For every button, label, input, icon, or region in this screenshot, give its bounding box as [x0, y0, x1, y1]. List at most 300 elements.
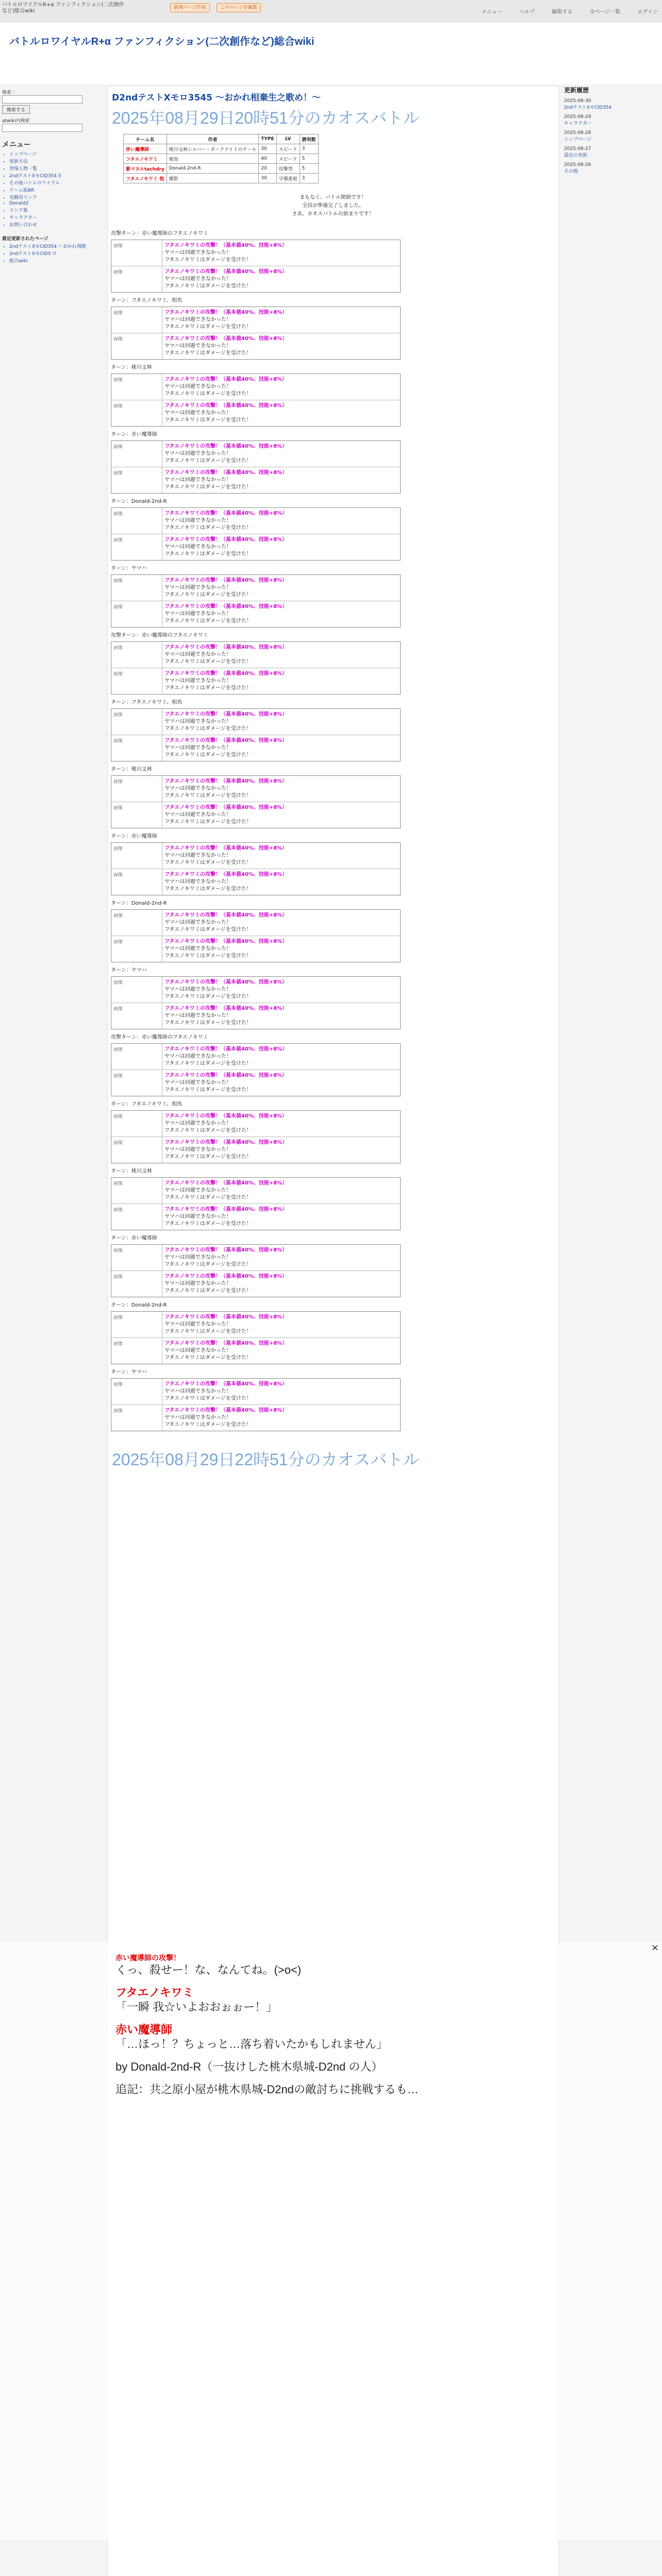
- battle-line: ヤマハは回避できなかった！: [164, 317, 231, 323]
- battle-line: フタエノキワミの攻撃！（基本値40%、技能+8%）: [164, 979, 288, 985]
- battle-event: ターン：フタエノキワミ、相馬: [111, 298, 183, 303]
- battle-line: ヤマハは回避できなかった！: [164, 786, 231, 791]
- history-date: 2025-08-30: [564, 98, 591, 104]
- battle-line: フタエノキワミの攻撃！（基本値40%、技能+8%）: [164, 1006, 288, 1011]
- battle-line: ヤマハは回避できなかった！: [164, 1147, 231, 1153]
- battle-line: フタエノキワミの攻撃！（基本値40%、技能+8%）: [164, 604, 288, 609]
- battle-line: フタエノキワミの攻撃！（基本値40%、技能+8%）: [164, 1381, 288, 1387]
- section-heading: 2025年08月29日22時51分のカオスバトル: [112, 1450, 420, 1469]
- announce-line: 全員が準備完了しました。: [302, 203, 364, 209]
- history-date: 2025-08-27: [564, 146, 591, 151]
- history-item[interactable]: 2ndテストXモCID354: [564, 105, 611, 110]
- battle-event: ターン：ヤマハ: [111, 968, 147, 973]
- battle-row: [111, 1178, 400, 1204]
- battle-text: [162, 534, 289, 560]
- character-image: 画像: [111, 869, 162, 895]
- battle-event: ターン：Donald-2nd-R: [111, 901, 167, 906]
- battle-line: フタエノキワミはダメージを受けた！: [164, 1221, 252, 1227]
- battle-text: [162, 374, 289, 400]
- table-cell: 曜影: [167, 174, 258, 183]
- table-cell: 攻撃型: [276, 164, 300, 174]
- popup-line: by Donald-2nd-R（一抜けした桃木県城-D2nd の人）: [115, 2060, 383, 2073]
- character-image: 画像: [111, 240, 162, 266]
- character-image: 画像: [111, 936, 162, 962]
- battle-text: [162, 802, 289, 828]
- battle-row: [111, 575, 400, 601]
- battle-line: フタエノキワミはダメージを受けた！: [164, 886, 252, 892]
- character-image: 画像: [111, 374, 162, 400]
- battle-line: フタエノキワミはダメージを受けた！: [164, 994, 252, 999]
- site-title[interactable]: バトルロワイヤルR+α ファンフィクション(二次創作など)総合wiki: [9, 36, 315, 47]
- edit-link[interactable]: 編集する: [552, 9, 573, 15]
- recent-title: 最近更新されたページ: [2, 236, 48, 242]
- character-image: 画像: [111, 668, 162, 694]
- table-cell: 30: [259, 174, 276, 183]
- character-image: 画像: [111, 1338, 162, 1364]
- battle-event: 攻撃ターン：赤い魔導師のフタエノキワミ: [111, 1035, 208, 1040]
- battle-line: フタエノキワミはダメージを受けた！: [164, 350, 252, 356]
- menu-item[interactable]: • 実験用リンク: [9, 194, 103, 200]
- table-cell: 30: [259, 144, 276, 154]
- history-date: 2025-08-29: [564, 114, 591, 120]
- battle-line: フタエノキワミはダメージを受けた！: [164, 860, 252, 866]
- battle-line: フタエノキワミの攻撃！（基本値40%、技能+8%）: [164, 711, 288, 717]
- battle-line: フタエノキワミの攻撃！（基本値40%、技能+8%）: [164, 1180, 288, 1186]
- table-cell: 20: [259, 164, 276, 174]
- table-header: 勝利数: [300, 134, 318, 144]
- table-cell: 桃川文林シルバー・ダークナイトのテール: [167, 144, 258, 154]
- battle-line: フタエノキワミの攻撃！（基本値40%、技能+8%）: [164, 845, 288, 851]
- battle-line: ヤマハは回避できなかった！: [164, 276, 231, 282]
- battle-box: [111, 1110, 401, 1163]
- character-image: 画像: [111, 642, 162, 668]
- character-image: 画像: [111, 1137, 162, 1163]
- battle-line: フタエノキワミの攻撃！（基本値40%、技能+8%）: [164, 738, 288, 743]
- battle-line: フタエノキワミの攻撃！（基本値40%、技能+8%）: [164, 537, 288, 543]
- battle-line: フタエノキワミの攻撃！（基本値40%、技能+8%）: [164, 403, 288, 409]
- battle-box: [111, 1043, 401, 1096]
- battle-line: ヤマハは回避できなかった！: [164, 544, 231, 550]
- character-image: 画像: [111, 735, 162, 761]
- battle-event: ターン：ヤマハ: [111, 566, 147, 571]
- menu-item[interactable]: • 2ndテストXモCID354 5: [9, 172, 103, 179]
- battle-row: [111, 534, 400, 560]
- character-image: 画像: [111, 709, 162, 735]
- character-image: 画像: [111, 1044, 162, 1070]
- history-item[interactable]: キャラクター: [564, 121, 592, 126]
- battle-line: フタエノキワミはダメージを受けた！: [164, 283, 252, 289]
- site-logo[interactable]: バトルロワイアルR+α ファンフィクション(二次創作など)総合wiki: [2, 2, 124, 14]
- battle-line: フタエノキワミの攻撃！（基本値40%、技能+8%）: [164, 511, 288, 516]
- battle-line: ヤマハは回避できなかった！: [164, 1348, 231, 1353]
- battle-line: ヤマハは回避できなかった！: [164, 1388, 231, 1394]
- topbar: [0, 0, 662, 23]
- battle-line: フタエノキワミの攻撃！（基本値40%、技能+8%）: [164, 872, 288, 877]
- character-image: 画像: [111, 307, 162, 333]
- table-cell[interactable]: 紫マヌルtachdry: [124, 164, 167, 174]
- table-row: [124, 144, 319, 154]
- battle-text: [162, 1379, 289, 1404]
- battle-row: [111, 1204, 400, 1230]
- character-image: 画像: [111, 441, 162, 467]
- table-cell: 相馬: [167, 154, 258, 164]
- battle-text: [162, 668, 289, 694]
- battle-row: [111, 1245, 400, 1271]
- left-sidebar: [2, 86, 103, 264]
- battle-line: フタエノキワミはダメージを受けた！: [164, 659, 252, 665]
- battle-line: ヤマハは回避できなかった！: [164, 678, 231, 684]
- popup-content: [115, 1953, 435, 2097]
- battle-box: [111, 1311, 401, 1364]
- character-image: 画像: [111, 802, 162, 828]
- section-heading: 2025年08月29日20時51分のカオスバトル: [112, 109, 420, 127]
- table-row: [124, 164, 319, 174]
- search-label: 検索 :: [2, 90, 14, 95]
- table-cell: 40: [259, 154, 276, 164]
- edit-page-button[interactable]: このページを編集: [217, 3, 261, 12]
- character-image: 画像: [111, 1204, 162, 1230]
- recent-item[interactable]: • 2ndテストXモCID5 ロ: [9, 250, 103, 257]
- battle-text: [162, 266, 289, 292]
- character-image: 画像: [111, 534, 162, 560]
- battle-box: [111, 909, 401, 962]
- battle-text: [162, 1111, 289, 1137]
- battle-box: [111, 708, 401, 761]
- battle-line: ヤマハは回避できなかった！: [164, 384, 231, 389]
- battle-line: ヤマハは回避できなかった！: [164, 652, 231, 657]
- battle-line: フタエノキワミの攻撃！（基本値40%、技能+8%）: [164, 778, 288, 784]
- battle-text: [162, 441, 289, 467]
- battle-line: フタエノキワミの攻撃！（基本値40%、技能+8%）: [164, 645, 288, 650]
- popup-line: 追記：共之原小屋が桃木県城-D2ndの敵討ちに挑戦するも…: [115, 2083, 419, 2096]
- battle-box: [111, 374, 401, 427]
- battle-row: [111, 843, 400, 869]
- battle-line: フタエノキワミはダメージを受けた！: [164, 1396, 252, 1401]
- menu-item[interactable]: • お問い合わせ: [9, 221, 103, 228]
- announce-line: さあ、カオスバトルの始まりです！: [292, 211, 374, 217]
- battle-box: [111, 307, 401, 360]
- battle-row: [111, 709, 400, 735]
- character-image: 画像: [111, 1070, 162, 1096]
- menu-item[interactable]: • リンク集: [9, 207, 103, 213]
- table-cell[interactable]: フタエノキワミ: [124, 154, 167, 164]
- menu-title: メニュー: [2, 141, 31, 149]
- battle-line: ヤマハは回避できなかった！: [164, 585, 231, 590]
- battle-text: [162, 1044, 289, 1070]
- battle-line: ヤマハは回避できなかった！: [164, 853, 231, 858]
- battle-row: [111, 776, 400, 802]
- battle-text: [162, 240, 289, 266]
- battle-text: [162, 776, 289, 802]
- table-cell: スピード: [276, 154, 300, 164]
- battle-line: フタエノキワミの攻撃！（基本値40%、技能+8%）: [164, 1314, 288, 1320]
- history-item[interactable]: トップページ: [564, 137, 592, 142]
- battle-line: フタエノキワミの攻撃！（基本値40%、技能+8%）: [164, 1274, 288, 1279]
- character-image: 画像: [111, 333, 162, 359]
- new-page-button[interactable]: 新規ページ作成: [170, 3, 210, 12]
- battle-event: ターン：Donald-2nd-R: [111, 1302, 167, 1308]
- battle-box: [111, 1378, 401, 1431]
- battle-row: [111, 1003, 400, 1029]
- battle-line: ヤマハは回避できなかった！: [164, 250, 231, 256]
- battle-line: ヤマハは回避できなかった！: [164, 879, 231, 885]
- battle-line: ヤマハは回避できなかった！: [164, 611, 231, 617]
- table-cell[interactable]: 赤い魔導師: [124, 144, 167, 154]
- battle-line: ヤマハは回避できなかった！: [164, 477, 231, 483]
- history-date: 2025-08-26: [564, 162, 591, 167]
- battle-line: フタエノキワミの攻撃！（基本値40%、技能+8%）: [164, 1408, 288, 1413]
- page-heading: D2ndテストXモロ3545 ～おかれ相棄生之歌め！～: [112, 93, 321, 103]
- popup-line: 赤い魔導師の攻撃！: [115, 1954, 180, 1962]
- battle-line: ヤマハは回避できなかった！: [164, 1188, 231, 1193]
- battle-text: [162, 843, 289, 869]
- battle-line: フタエノキワミの攻撃！（基本値40%、技能+8%）: [164, 1247, 288, 1253]
- battle-box: [111, 240, 401, 293]
- table-cell: 3: [300, 174, 318, 183]
- participants-table: [123, 134, 319, 183]
- battle-line: フタエノキワミはダメージを受けた！: [164, 592, 252, 598]
- battle-line: フタエノキワミの攻撃！（基本値40%、技能+8%）: [164, 1207, 288, 1212]
- menu-item[interactable]: • Donald2: [9, 201, 103, 206]
- table-cell[interactable]: フタエノキワミ 他: [124, 174, 167, 183]
- announcement: [108, 194, 558, 218]
- character-image: 画像: [111, 601, 162, 627]
- battle-line: ヤマハは回避できなかった！: [164, 1255, 231, 1260]
- search-button[interactable]: 検索する: [2, 105, 30, 114]
- battle-line: ヤマハは回避できなかった！: [164, 946, 231, 952]
- close-icon[interactable]: ×: [651, 1942, 659, 1953]
- menu-item[interactable]: • トップページ: [9, 150, 103, 157]
- battle-text: [162, 735, 289, 761]
- battle-line: ヤマハは回避できなかった！: [164, 518, 231, 523]
- battle-row: [111, 307, 400, 333]
- battle-line: フタエノキワミの攻撃！（基本値40%、技能+8%）: [164, 805, 288, 810]
- battle-line: フタエノキワミはダメージを受けた！: [164, 458, 252, 464]
- battle-row: [111, 802, 400, 828]
- battle-line: フタエノキワミはダメージを受けた！: [164, 1128, 252, 1133]
- character-image: 画像: [111, 467, 162, 493]
- battle-text: [162, 910, 289, 936]
- battle-text: [162, 1338, 289, 1364]
- character-image: 画像: [111, 575, 162, 601]
- battle-text: [162, 936, 289, 962]
- battle-text: [162, 1405, 289, 1431]
- menu-item[interactable]: • ゲーム版BR: [9, 187, 103, 193]
- help-link[interactable]: ヘルプ: [519, 9, 535, 15]
- atwiki-search-label: atwiki内検索: [2, 118, 30, 124]
- battle-box: [111, 1177, 401, 1230]
- popup-line: 赤い魔導師: [115, 2023, 173, 2036]
- battle-text: [162, 709, 289, 735]
- login-link[interactable]: ログイン: [637, 9, 658, 15]
- battle-line: ヤマハは回避できなかった！: [164, 719, 231, 724]
- battle-row: [111, 1111, 400, 1137]
- battle-event: ターン：桃川文林: [111, 1168, 152, 1174]
- battle-row: [111, 869, 400, 895]
- battle-box: [111, 574, 401, 628]
- battle-line: フタエノキワミはダメージを受けた！: [164, 685, 252, 691]
- battle-line: フタエノキワミはダメージを受けた！: [164, 1087, 252, 1093]
- table-header: LV: [276, 134, 300, 144]
- menu-item[interactable]: • キャラクター: [9, 214, 103, 221]
- character-image: 画像: [111, 977, 162, 1003]
- battle-line: フタエノキワミの攻撃！（基本値40%、技能+8%）: [164, 1140, 288, 1145]
- battle-event: 攻撃ターン：赤い魔導師のフタエノキワミ: [111, 231, 208, 236]
- battle-line: フタエノキワミの攻撃！（基本値40%、技能+8%）: [164, 1341, 288, 1346]
- battle-row: [111, 374, 400, 400]
- table-cell: スピード: [276, 144, 300, 154]
- battle-text: [162, 1178, 289, 1204]
- battle-text: [162, 307, 289, 333]
- battle-event: ターン：フタエノキワミ、相馬: [111, 700, 183, 705]
- battle-line: フタエノキワミの攻撃！（基本値40%、技能+8%）: [164, 1046, 288, 1052]
- battle-event: ターン：桃川文林: [111, 767, 152, 772]
- battle-line: フタエノキワミの攻撃！（基本値40%、技能+8%）: [164, 912, 288, 918]
- battle-row: [111, 1379, 400, 1405]
- battle-line: フタエノキワミの攻撃！（基本値40%、技能+8%）: [164, 377, 288, 382]
- battle-text: [162, 1271, 289, 1297]
- battle-text: [162, 333, 289, 359]
- battle-event: ターン：赤い魔導師: [111, 1235, 157, 1241]
- battle-line: ヤマハは回避できなかった！: [164, 1013, 231, 1019]
- character-image: 画像: [111, 400, 162, 426]
- character-image: 画像: [111, 1379, 162, 1404]
- battle-row: [111, 668, 400, 694]
- character-image: 画像: [111, 1245, 162, 1270]
- atwiki-search-input[interactable]: [2, 124, 82, 132]
- menu-list: [9, 150, 103, 228]
- battle-line: ヤマハは回避できなかった！: [164, 812, 231, 818]
- battle-line: フタエノキワミはダメージを受けた！: [164, 819, 252, 825]
- battle-row: [111, 1405, 400, 1431]
- recent-item[interactable]: • 2ndテストXモCID354 ～おかれ飛散: [9, 243, 103, 249]
- battle-line: フタエノキワミの攻撃！（基本値40%、技能+8%）: [164, 939, 288, 944]
- battle-event: ターン：ヤマハ: [111, 1369, 147, 1375]
- battle-line: ヤマハは回避できなかった！: [164, 451, 231, 456]
- battle-row: [111, 601, 400, 627]
- menu-item[interactable]: • その他バトルロワイアル: [9, 179, 103, 186]
- battle-line: フタエノキワミの攻撃！（基本値40%、技能+8%）: [164, 310, 288, 315]
- search-input[interactable]: [2, 95, 82, 104]
- history-item[interactable]: その他: [564, 169, 578, 174]
- battle-row: [111, 508, 400, 534]
- menu-item[interactable]: • 登場人物一覧: [9, 165, 103, 172]
- battle-line: フタエノキワミの攻撃！（基本値40%、技能+8%）: [164, 269, 288, 275]
- battle-text: [162, 601, 289, 627]
- battle-row: [111, 333, 400, 359]
- battle-box: [111, 1244, 401, 1297]
- battle-row: [111, 400, 400, 426]
- battle-event: ターン：赤い魔導師: [111, 834, 157, 839]
- battle-row: [111, 1044, 400, 1070]
- character-image: 画像: [111, 1312, 162, 1337]
- character-image: 画像: [111, 910, 162, 936]
- table-row: [124, 174, 319, 183]
- menu-item[interactable]: • 更新方法: [9, 158, 103, 164]
- battle-text: [162, 1003, 289, 1029]
- battle-text: [162, 642, 289, 668]
- battle-row: [111, 467, 400, 493]
- battle-line: ヤマハは回避できなかった！: [164, 1054, 231, 1059]
- battle-text: [162, 1070, 289, 1096]
- battle-line: ヤマハは回避できなかった！: [164, 410, 231, 416]
- battle-line: フタエノキワミはダメージを受けた！: [164, 525, 252, 531]
- right-sidebar: [564, 86, 660, 174]
- battle-line: フタエノキワミはダメージを受けた！: [164, 1288, 252, 1294]
- top-links: [466, 7, 658, 15]
- character-image: 画像: [111, 1405, 162, 1431]
- battle-box: [111, 507, 401, 561]
- battle-line: フタエノキワミはダメージを受けた！: [164, 324, 252, 330]
- recent-list: [9, 243, 103, 264]
- battle-line: ヤマハは回避できなかった！: [164, 343, 231, 349]
- battle-text: [162, 1204, 289, 1230]
- battle-line: フタエノキワミの攻撃！（基本値40%、技能+8%）: [164, 1113, 288, 1119]
- battle-event: ターン：Donald-2nd-R: [111, 499, 167, 504]
- character-image: 画像: [111, 508, 162, 534]
- character-image: 画像: [111, 1271, 162, 1297]
- battle-line: ヤマハは回避できなかった！: [164, 745, 231, 751]
- battle-event: 攻撃ターン：赤い魔導師のフタエノキワミ: [111, 633, 208, 638]
- battle-row: [111, 240, 400, 266]
- header: [0, 23, 662, 84]
- battle-line: フタエノキワミの攻撃！（基本値40%、技能+8%）: [164, 1073, 288, 1078]
- battle-line: ヤマハは回避できなかった！: [164, 1415, 231, 1420]
- menu-link[interactable]: メニュー: [481, 9, 502, 15]
- character-image: 画像: [111, 1003, 162, 1029]
- battle-text: [162, 869, 289, 895]
- battle-log: [108, 229, 558, 1431]
- battle-text: [162, 508, 289, 534]
- battle-text: [162, 1137, 289, 1163]
- battle-line: フタエノキワミはダメージを受けた！: [164, 927, 252, 933]
- battle-text: [162, 467, 289, 493]
- battle-line: フタエノキワミはダメージを受けた！: [164, 417, 252, 423]
- battle-event: ターン：フタエノキワミ、相馬: [111, 1101, 183, 1107]
- battle-line: フタエノキワミはダメージを受けた！: [164, 726, 252, 732]
- all-pages-link[interactable]: 全ページ一覧: [589, 9, 621, 15]
- battle-box: [111, 842, 401, 895]
- battle-row: [111, 1137, 400, 1163]
- battle-line: フタエノキワミはダメージを受けた！: [164, 618, 252, 624]
- table-cell: 5: [300, 154, 318, 164]
- character-image: 画像: [111, 1111, 162, 1137]
- battle-line: フタエノキワミはダメージを受けた！: [164, 1355, 252, 1361]
- table-cell: 5: [300, 164, 318, 174]
- battle-box: [111, 775, 401, 828]
- battle-row: [111, 936, 400, 962]
- battle-line: ヤマハは回避できなかった！: [164, 1080, 231, 1086]
- announce-line: まもなく、バトル開始です！: [300, 195, 367, 200]
- battle-line: フタエノキワミはダメージを受けた！: [164, 752, 252, 758]
- battle-event: ターン：桃川文林: [111, 365, 152, 370]
- battle-row: [111, 266, 400, 292]
- battle-line: フタエノキワミはダメージを受けた！: [164, 1262, 252, 1267]
- table-cell: Donald-2nd-R: [167, 164, 258, 174]
- battle-line: フタエノキワミの攻撃！（基本値40%、技能+8%）: [164, 444, 288, 449]
- recent-item[interactable]: • 総合wiki: [9, 257, 103, 264]
- history-title: 更新履歴: [564, 87, 589, 94]
- battle-line: フタエノキワミの攻撃！（基本値40%、技能+8%）: [164, 671, 288, 676]
- character-image: 画像: [111, 266, 162, 292]
- character-image: 画像: [111, 776, 162, 802]
- battle-line: フタエノキワミはダメージを受けた！: [164, 257, 252, 263]
- history-item[interactable]: 最近の更新: [564, 153, 588, 158]
- table-header: チーム名: [124, 134, 167, 144]
- battle-row: [111, 735, 400, 761]
- popup-line: 「一瞬 我☆いよおおぉぉー！」: [115, 2001, 278, 2013]
- battle-line: フタエノキワミの攻撃！（基本値40%、技能+8%）: [164, 336, 288, 342]
